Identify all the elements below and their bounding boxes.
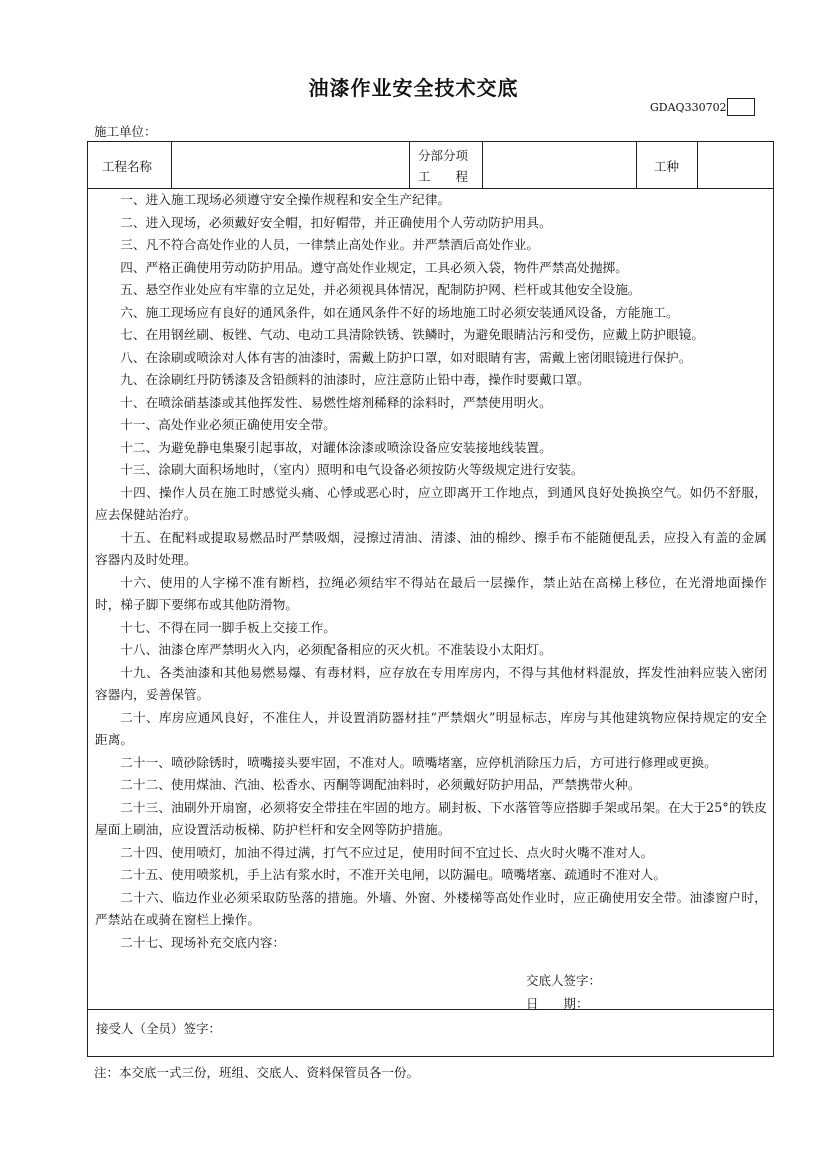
- sub-project-value: [483, 143, 636, 187]
- list-item: 七、在用钢丝刷、板锉、气动、电动工具清除铁锈、铁鳞时，为避免眼睛沾污和受伤，应戴上防护眼镜。: [120, 327, 705, 342]
- disclosure-form: [87, 141, 774, 1057]
- discloser-signature-label: 交底人签字：: [526, 973, 602, 988]
- footnote: 注：本交底一式三份，班组、交底人、资料保管员各一份。: [94, 1065, 420, 1080]
- list-item: 二十二、使用煤油、汽油、松香水、丙酮等调配油料时，必须戴好防护用品，严禁携带火种。: [120, 777, 641, 792]
- list-item: 十五、在配料或提取易燃品时严禁吸烟，浸擦过清油、清漆、油的棉纱、擦手布不能随便乱丢，应投入有盖的金属容器内及时处理。: [95, 529, 767, 567]
- list-item: 十、在喷涂硝基漆或其他挥发性、易燃性熔剂稀释的涂料时，严禁使用明火。: [120, 394, 552, 410]
- list-item: 十八、油漆仓库严禁明火入内，必须配备相应的灭火机。不准装设小太阳灯。: [120, 642, 552, 657]
- list-item: 十三、涂刷大面积场地时，（室内）照明和电气设备必须按防火等级规定进行安装。: [120, 462, 584, 477]
- list-item: 四、严格正确使用劳动防护用品。遵守高处作业规定，工具必须入袋，物件严禁高处抛掷。: [120, 259, 628, 275]
- form-header-row: [88, 142, 773, 189]
- list-item: 九、在涂刷红丹防锈漆及含铅颜料的油漆时，应注意防止铅中毒，操作时要戴口罩。: [120, 372, 590, 387]
- list-item: 五、悬空作业处应有牢靠的立足处，并必须视具体情况，配制防护网、栏杆或其他安全设施。: [120, 282, 641, 297]
- document-code-box: [727, 98, 755, 116]
- list-item: 十四、操作人员在施工时感觉头痛、心悸或恶心时，应立即离开工作地点，到通风良好处换换空气。如仍不舒服，应去保健站治疗。: [95, 484, 767, 522]
- divider: [409, 142, 410, 188]
- project-name-value: [172, 143, 409, 187]
- project-name-label: 工程名称: [102, 159, 153, 174]
- list-item: 十二、为避免静电集聚引起事故，对罐体涂漆或喷涂设备应安装接地线装置。: [120, 439, 552, 455]
- divider: [636, 142, 637, 188]
- construction-unit-label: 施工单位：: [94, 124, 157, 139]
- sub-project-label: 分部分项: [418, 148, 469, 163]
- list-item: 十九、各类油漆和其他易燃易爆、有毒材料，应存放在专用库房内，不得与其他材料混放，挥发性油料应装入密闭容器内，妥善保管。: [95, 664, 767, 702]
- list-item: 十七、不得在同一脚手板上交接工作。: [120, 619, 336, 635]
- list-item: 二十三、油刷外开扇窗，必须将安全带挂在牢固的地方。刷封板、下水落管等应搭脚手架或吊架。在大于25°的铁皮屋面上刷油，应设置活动板梯、防护栏杆和安全网等防护措施。: [95, 799, 767, 837]
- list-item: 二十七、现场补充交底内容：: [120, 934, 286, 950]
- divider: [88, 1009, 773, 1010]
- document-code: [650, 98, 755, 116]
- work-type-label: 工种: [654, 159, 680, 174]
- work-type-value: [698, 143, 774, 187]
- date-label: 日 期：: [526, 996, 589, 1011]
- list-item: 二十一、喷砂除锈时，喷嘴接头要牢固，不准对人。喷嘴堵塞，应停机消除压力后，方可进行修理或更换。: [120, 754, 717, 770]
- list-item: 二十五、使用喷浆机，手上沾有浆水时，不准开关电闸，以防漏电。喷嘴堵塞、疏通时不准对人。: [120, 867, 667, 882]
- list-item: 二十六、临边作业必须采取防坠落的措施。外墙、外窗、外楼梯等高处作业时，应正确使用安全带。油漆窗户时，严禁站在或骑在窗栏上操作。: [95, 889, 767, 927]
- list-item: 二十、库房应通风良好，不准住人，并设置消防器材挂“严禁烟火”明显标志，库房与其他建筑物应保持规定的安全距离。: [95, 709, 767, 747]
- sub-project-label-line2: 工 程: [418, 169, 469, 184]
- list-item: 六、施工现场应有良好的通风条件，如在通风条件不好的场地施工时必须安装通风设备，方能施工。: [120, 304, 679, 320]
- list-item: 二十四、使用喷灯，加油不得过满，打气不应过足，使用时间不宜过长、点火时火嘴不准对人。: [120, 844, 654, 860]
- list-item: 一、进入施工现场必须遵守安全操作规程和安全生产纪律。: [120, 192, 451, 207]
- list-item: 十一、高处作业必须正确使用安全带。: [120, 417, 336, 432]
- document-title: 油漆作业安全技术交底: [308, 76, 519, 100]
- list-item: 八、在涂刷或喷涂对人体有害的油漆时，需戴上防护口罩，如对眼睛有害，需戴上密闭眼镜进行保护。: [120, 349, 692, 365]
- list-item: 十六、使用的人字梯不准有断档，拉绳必须结牢不得站在最后一层操作，禁止站在高梯上移位，在光滑地面操作时，梯子脚下要绑布或其他防滑物。: [95, 574, 767, 612]
- list-item: 二、进入现场，必须戴好安全帽，扣好帽带，并正确使用个人劳动防护用具。: [120, 214, 552, 230]
- list-item: 三、凡不符合高处作业的人员，一律禁止高处作业。并严禁酒后高处作业。: [120, 237, 540, 252]
- disclosure-content: [95, 189, 767, 954]
- document-code-text: GDAQ330702: [650, 100, 727, 114]
- receiver-signature-label: 接受人（全员）签字：: [96, 1021, 222, 1036]
